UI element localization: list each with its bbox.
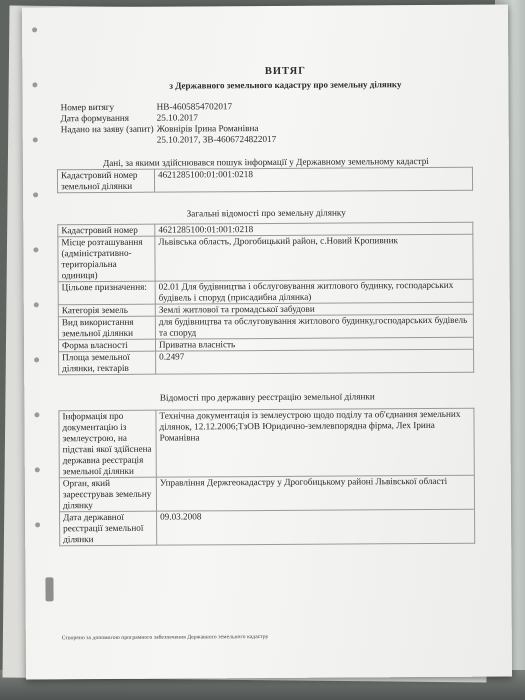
- row-value: 0.2497: [156, 349, 474, 374]
- binding-hole: [33, 192, 38, 197]
- row-value: 4621285100:01:001:0218: [154, 167, 472, 192]
- row-value: 02.01 Для будівництва і обслуговування житлового будинку, господарських будівель і споруд (присадибна ділянка): [155, 279, 473, 304]
- binding-hole: [32, 82, 37, 87]
- row-label: Кадастровий номер земельної ділянки: [57, 169, 154, 193]
- row-label: Інформація про документацію із землеустрою, на підставі якої здійснена державна реєстрація земельної ділянки: [59, 410, 156, 478]
- row-value: для будівництва та обслуговування житлового будинку,господарських будівель та споруд: [155, 314, 473, 339]
- row-label: Цільове призначення:: [58, 281, 155, 305]
- document-page: [22, 5, 512, 680]
- row-label: Орган, який зареєстрував земельну ділянку: [59, 477, 156, 512]
- table-row: [58, 314, 473, 340]
- row-label: Площа земельної ділянки, гектарів: [59, 351, 156, 375]
- row-value: Технічна документація із землеустрою щодо поділу та об'єднання земельних ділянок, 12.12.2006;ТзОВ Юридично-землевпорядна фірма, Лех Ірина Романівна: [156, 408, 474, 477]
- staple-mark: [45, 577, 53, 601]
- table-row: [58, 234, 473, 282]
- binding-hole: [34, 302, 39, 307]
- row-value: Львівська область, Дрогобицький район, с.Новий Кропивник: [155, 234, 473, 281]
- row-label: Вид використання земельної ділянки: [58, 316, 155, 340]
- binding-hole: [32, 27, 37, 32]
- binding-hole: [33, 247, 38, 252]
- row-value: 4621285100:01:001:0218: [155, 222, 473, 236]
- registration-section-heading: Відомості про державну реєстрацію земельної ділянки: [159, 391, 375, 403]
- binding-hole: [35, 522, 40, 527]
- document-title: ВИТЯГ: [264, 65, 306, 78]
- table-row: [59, 349, 474, 375]
- field-value: 25.10.2017, ЗВ-4606724822017: [156, 133, 277, 145]
- search-table: [57, 167, 473, 194]
- row-label: Кадастровий номер: [58, 224, 155, 237]
- field-label: Номер витягу: [60, 101, 115, 113]
- table-row: [59, 408, 474, 478]
- row-label: Категорія земель: [58, 304, 155, 317]
- general-table: [57, 222, 474, 376]
- row-label: Місце розташування (адміністративно-територіальна одиниця): [58, 236, 155, 282]
- binding-hole: [35, 467, 40, 472]
- field-value: 25.10.2017: [156, 112, 199, 123]
- table-row: [58, 279, 473, 305]
- table-row: [57, 167, 472, 193]
- document-footer: Створено за допомогою програмного забезпечення Державного земельного кадастру: [61, 633, 269, 642]
- row-label: Дата державної реєстрації земельної ділянки: [60, 511, 157, 546]
- row-value: Землі житлової та громадської забудови: [155, 302, 473, 316]
- general-section-heading: Загальні відомості про земельну ділянку: [186, 207, 346, 219]
- row-label: Форма власності: [58, 339, 155, 352]
- registration-table: [58, 408, 475, 547]
- document-subtitle: з Державного земельного кадастру про земельну ділянку: [169, 79, 402, 91]
- row-value: Управління Держгеокадастру у Дрогобицькому районі Львівської області: [156, 475, 474, 511]
- binding-hole: [33, 137, 38, 142]
- binding-holes: [32, 27, 46, 627]
- binding-hole: [34, 357, 39, 362]
- document-content: [60, 65, 473, 546]
- search-section-heading: Дані, за якими здійснювався пошук інформації у Державному земельному кадастрі: [102, 156, 429, 168]
- row-value: 09.03.2008: [157, 509, 475, 545]
- table-row: [59, 475, 474, 512]
- binding-hole: [34, 412, 39, 417]
- table-row: [60, 509, 475, 546]
- row-value: Приватна власність: [155, 337, 473, 351]
- field-value: Жовнірів Ірина Романівна: [156, 123, 259, 134]
- field-label: Надано на заяву (запит): [60, 123, 154, 135]
- field-value: НВ-4605854702017: [156, 101, 233, 112]
- field-label: [61, 135, 157, 147]
- field-label: Дата формування: [60, 112, 130, 124]
